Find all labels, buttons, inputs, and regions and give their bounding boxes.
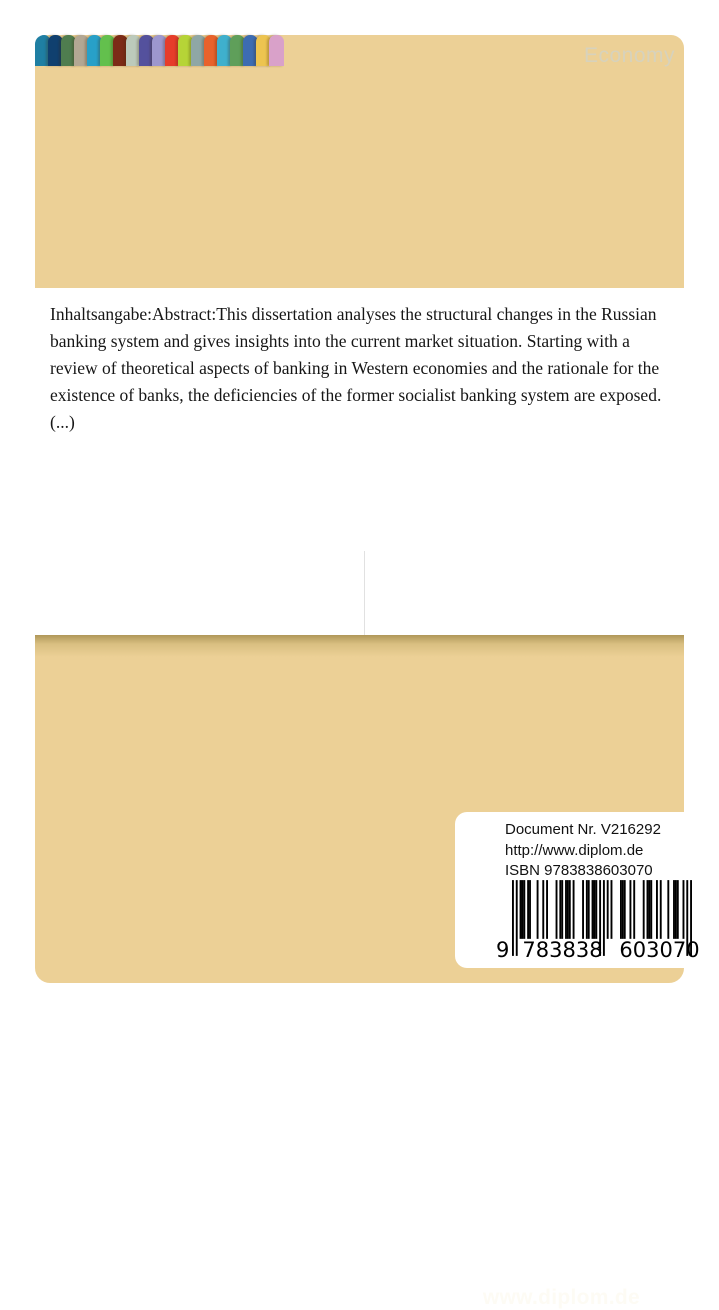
ean-digit-group: 783838 <box>522 938 603 962</box>
publisher-website-label: www.diplom.de <box>482 1286 640 1309</box>
stripe-bar <box>269 35 284 66</box>
abstract-text: Inhaltsangabe:Abstract:This dissertation analyses the structural changes in the Russian banking system and gives insights into the current market situation. Starting with a review of theoretical aspects of banking in Western economies and the rationale for the existence of banks, the deficiencies of the former socialist banking system are exposed. (...) <box>50 304 662 432</box>
document-number: Document Nr. V216292 <box>505 821 661 838</box>
barcode-box-info <box>455 812 719 882</box>
category-stripes <box>35 35 284 66</box>
ean13-barcode <box>496 878 708 966</box>
spine-crease-line <box>364 551 365 635</box>
barcode-box <box>455 812 719 968</box>
document-url: http://www.diplom.de <box>505 841 644 859</box>
ean-digit-group: 603070 <box>619 938 700 962</box>
category-label: Economy <box>583 44 675 67</box>
ean-digit-group: 9 <box>496 938 510 962</box>
isbn-line: ISBN 9783838603070 <box>505 862 653 879</box>
cover-top-block <box>35 35 684 288</box>
ean-number-text <box>496 938 708 962</box>
